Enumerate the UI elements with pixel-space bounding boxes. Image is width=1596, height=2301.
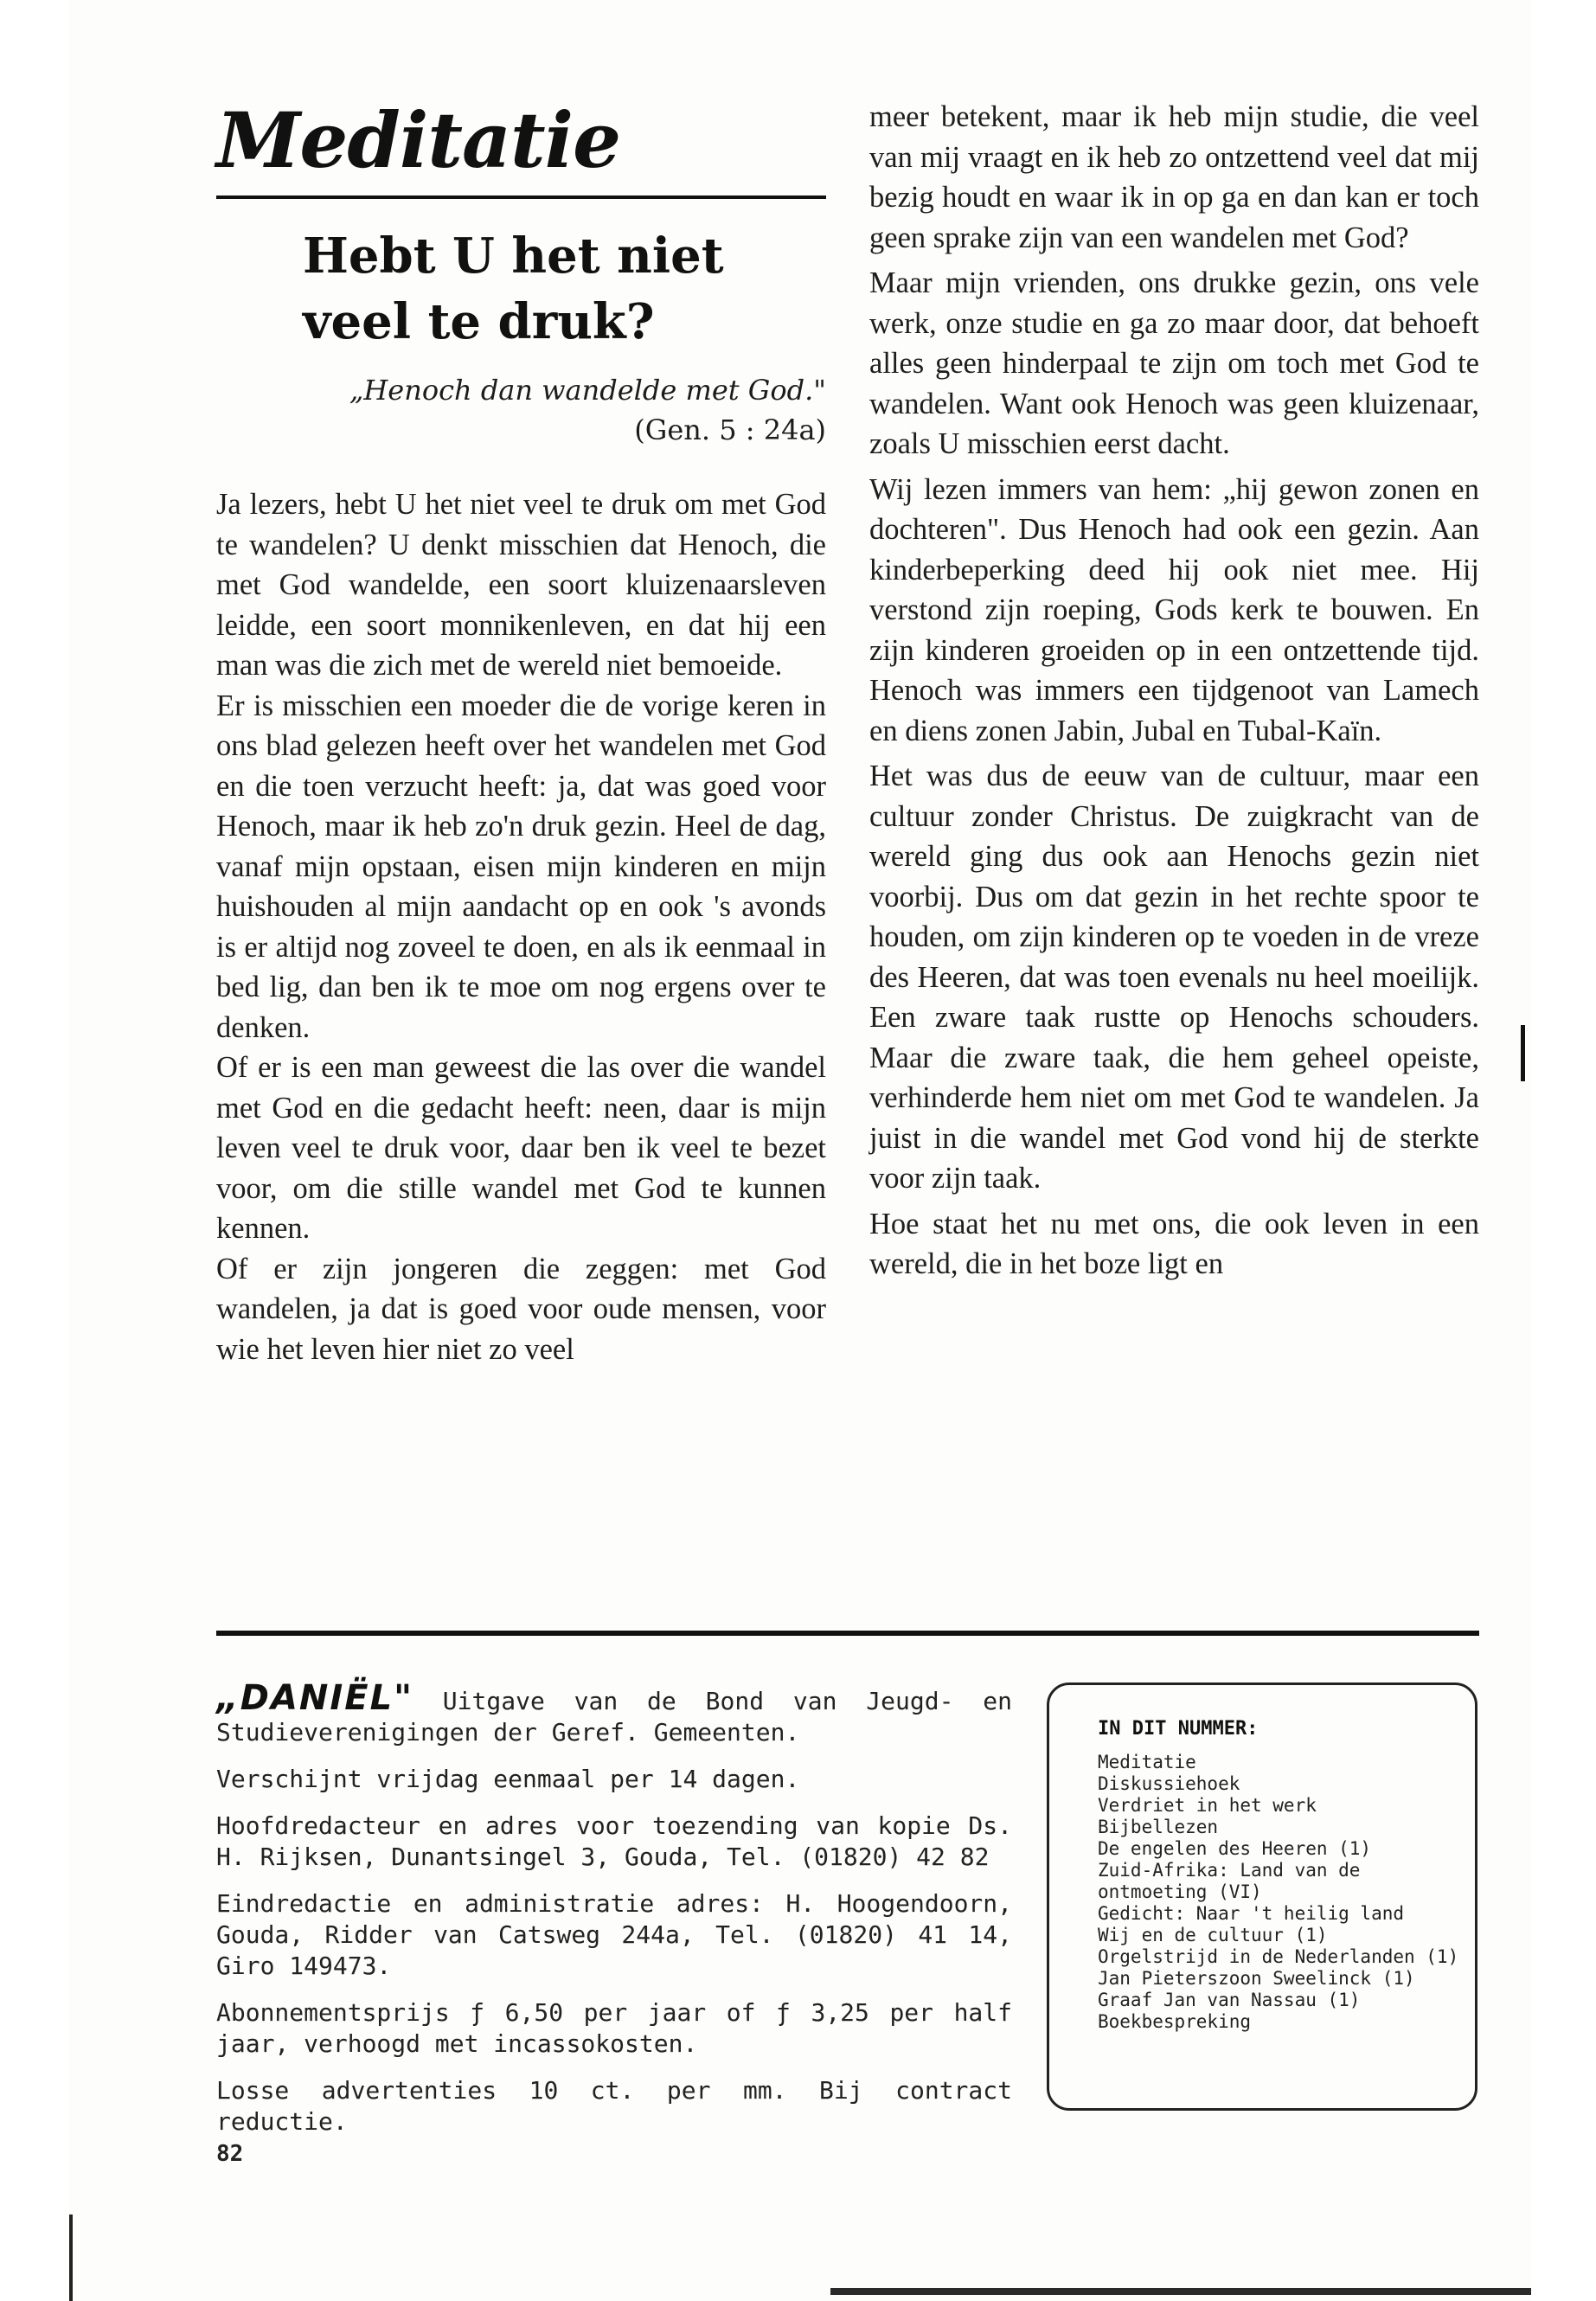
magazine-name: „DANIËL": [216, 1678, 413, 1718]
contents-item: Bijbellezen: [1098, 1817, 1219, 1837]
contents-list: [1098, 1752, 1459, 2033]
administration-text: Eindredactie en administratie adres: H. Hoogendoorn, Gouda, Ridder van Catsweg 244a, Tel. (01820) 41 14, Giro 149473.: [216, 1889, 1012, 1980]
contents-item: Zuid-Afrika: Land van de: [1098, 1860, 1361, 1881]
right-body: [869, 97, 1479, 1285]
contents-item: De engelen des Heeren (1): [1098, 1838, 1372, 1859]
paragraph: Het was dus de eeuw van de cultuur, maar een cultuur zonder Christus. De zuigkracht van de wereld ging dus ook aan Henochs gezin niet voorbij. Dus om dat gezin in het rechte spoor te houden, om zijn kinderen op te voeden in de vreze des Heeren, dat was toen evenals nu heel moeilijk. Een zware taak rustte op Henochs schouders. Maar die zware taak, die hem geheel opeiste, verhinderde hem niet om met God te wandelen. Ja juist in die wandel met God vond hij de sterkte voor zijn taak.: [869, 760, 1479, 1195]
publisher-text: Uitgave van de Bond van Jeugd- en Studieverenigingen der Geref. Gemeenten.: [216, 1687, 1013, 1747]
paragraph: Er is misschien een moeder die de vorige keren in ons blad gelezen heeft over het wandelen met God en die toen verzucht heeft: ja, dat was goed voor Henoch, maar ik heb zo'n druk gezin. Heel de dag, vanaf mijn opstaan, eisen mijn kinderen en mijn huishouden al mijn aandacht op en ook 's avonds is er altijd nog zoveel te doen, en als ik eenmaal in bed lig, dan ben ik te moe om nog ergens over te denken.: [216, 689, 826, 1044]
colophon-publisher-line: [216, 1678, 1013, 1748]
contents-item: ontmoeting (VI): [1098, 1881, 1262, 1902]
article-heading: Hebt U het niet veel te druk?: [303, 228, 724, 350]
margin-mark: [1521, 1025, 1525, 1081]
left-body: [216, 484, 826, 1369]
paragraph: meer betekent, maar ik heb mijn studie, die veel van mij vraagt en ik heb zo ontzettend veel dat mij bezig houdt en waar ik in op ga en dan kan er toch geen sprake zijn van een wandelen met God?: [869, 100, 1479, 254]
ads-text: Losse advertenties 10 ct. per mm. Bij contract reductie.: [216, 2076, 1012, 2136]
page-number: 82: [216, 2141, 244, 2167]
contents-item: Jan Pieterszoon Sweelinck (1): [1098, 1968, 1415, 1989]
section-divider: [216, 1631, 1479, 1636]
title-rule: [216, 195, 826, 199]
scripture-quote: „Henoch dan wandelde met God.": [349, 374, 826, 407]
contents-box: [1047, 1682, 1477, 2111]
paragraph: Ja lezers, hebt U het niet veel te druk om met God te wandelen? U denkt misschien dat Henoch, die met God wandelde, een soort kluizenaarsleven leidde, een soort monnikenleven, en dat hij een man was die zich met de wereld niet bemoeide.: [216, 488, 826, 682]
contents-item: Wij en de cultuur (1): [1098, 1925, 1328, 1945]
contents-item: Verdriet in het werk: [1098, 1795, 1317, 1816]
subscription-text: Abonnementsprijs ƒ 6,50 per jaar of ƒ 3,25 per half jaar, verhoogd met incassokosten.: [216, 1998, 1012, 2058]
editor-text: Hoofdredacteur en adres voor toezending van kopie Ds. H. Rijksen, Dunantsingel 3, Gouda, Tel. (01820) 42 82: [216, 1811, 1012, 1871]
contents-item: Diskussiehoek: [1098, 1773, 1240, 1794]
paragraph: Hoe staat het nu met ons, die ook leven in een wereld, die in het boze ligt en: [869, 1207, 1479, 1280]
scripture-reference: (Gen. 5 : 24a): [634, 413, 826, 446]
paragraph: Wij lezen immers van hem: „hij gewon zonen en dochteren". Dus Henoch had ook een gezin. Aan kinderbeperking deed hij ook niet mee. Hij verstond zijn roeping, Gods kerk te bouwen. En zijn kinderen groeiden op in een ontzettende tijd. Henoch was immers een tijdgenoot van Lamech en diens zonen Jabin, Jubal en Tubal-Kaïn.: [869, 472, 1479, 747]
contents-item: Meditatie: [1098, 1752, 1196, 1772]
page-bottom-edge: [830, 2288, 1531, 2295]
left-column: [216, 95, 826, 1369]
paragraph: Of er is een man geweest die las over die wandel met God en die gedacht heeft: neen, daar is mijn leven veel te druk voor, daar ben ik veel te bezet voor, om die stille wandel met God te kunnen kennen.: [216, 1051, 826, 1245]
contents-item: Orgelstrijd in de Nederlanden (1): [1098, 1946, 1459, 1967]
frequency-text: Verschijnt vrijdag eenmaal per 14 dagen.: [216, 1765, 800, 1793]
contents-title: IN DIT NUMMER:: [1098, 1718, 1259, 1740]
paragraph: Of er zijn jongeren die zeggen: met God wandelen, ja dat is goed voor oude mensen, voor wie het leven hier niet zo veel: [216, 1252, 826, 1366]
contents-item: Boekbespreking: [1098, 2011, 1252, 2032]
section-title: Meditatie: [216, 95, 621, 185]
colophon: [216, 1678, 1013, 2153]
contents-item: Graaf Jan van Nassau (1): [1098, 1990, 1361, 2010]
right-column: [869, 97, 1479, 1290]
contents-item: Gedicht: Naar 't heilig land: [1098, 1903, 1405, 1924]
paragraph: Maar mijn vrienden, ons drukke gezin, ons vele werk, onze studie en ga zo maar door, dat behoeft alles geen hinderpaal te zijn om toch met God te wandelen. Want ook Henoch was geen kluizenaar, zoals U misschien eerst dacht.: [869, 266, 1479, 460]
spine-shadow: [69, 2214, 73, 2301]
